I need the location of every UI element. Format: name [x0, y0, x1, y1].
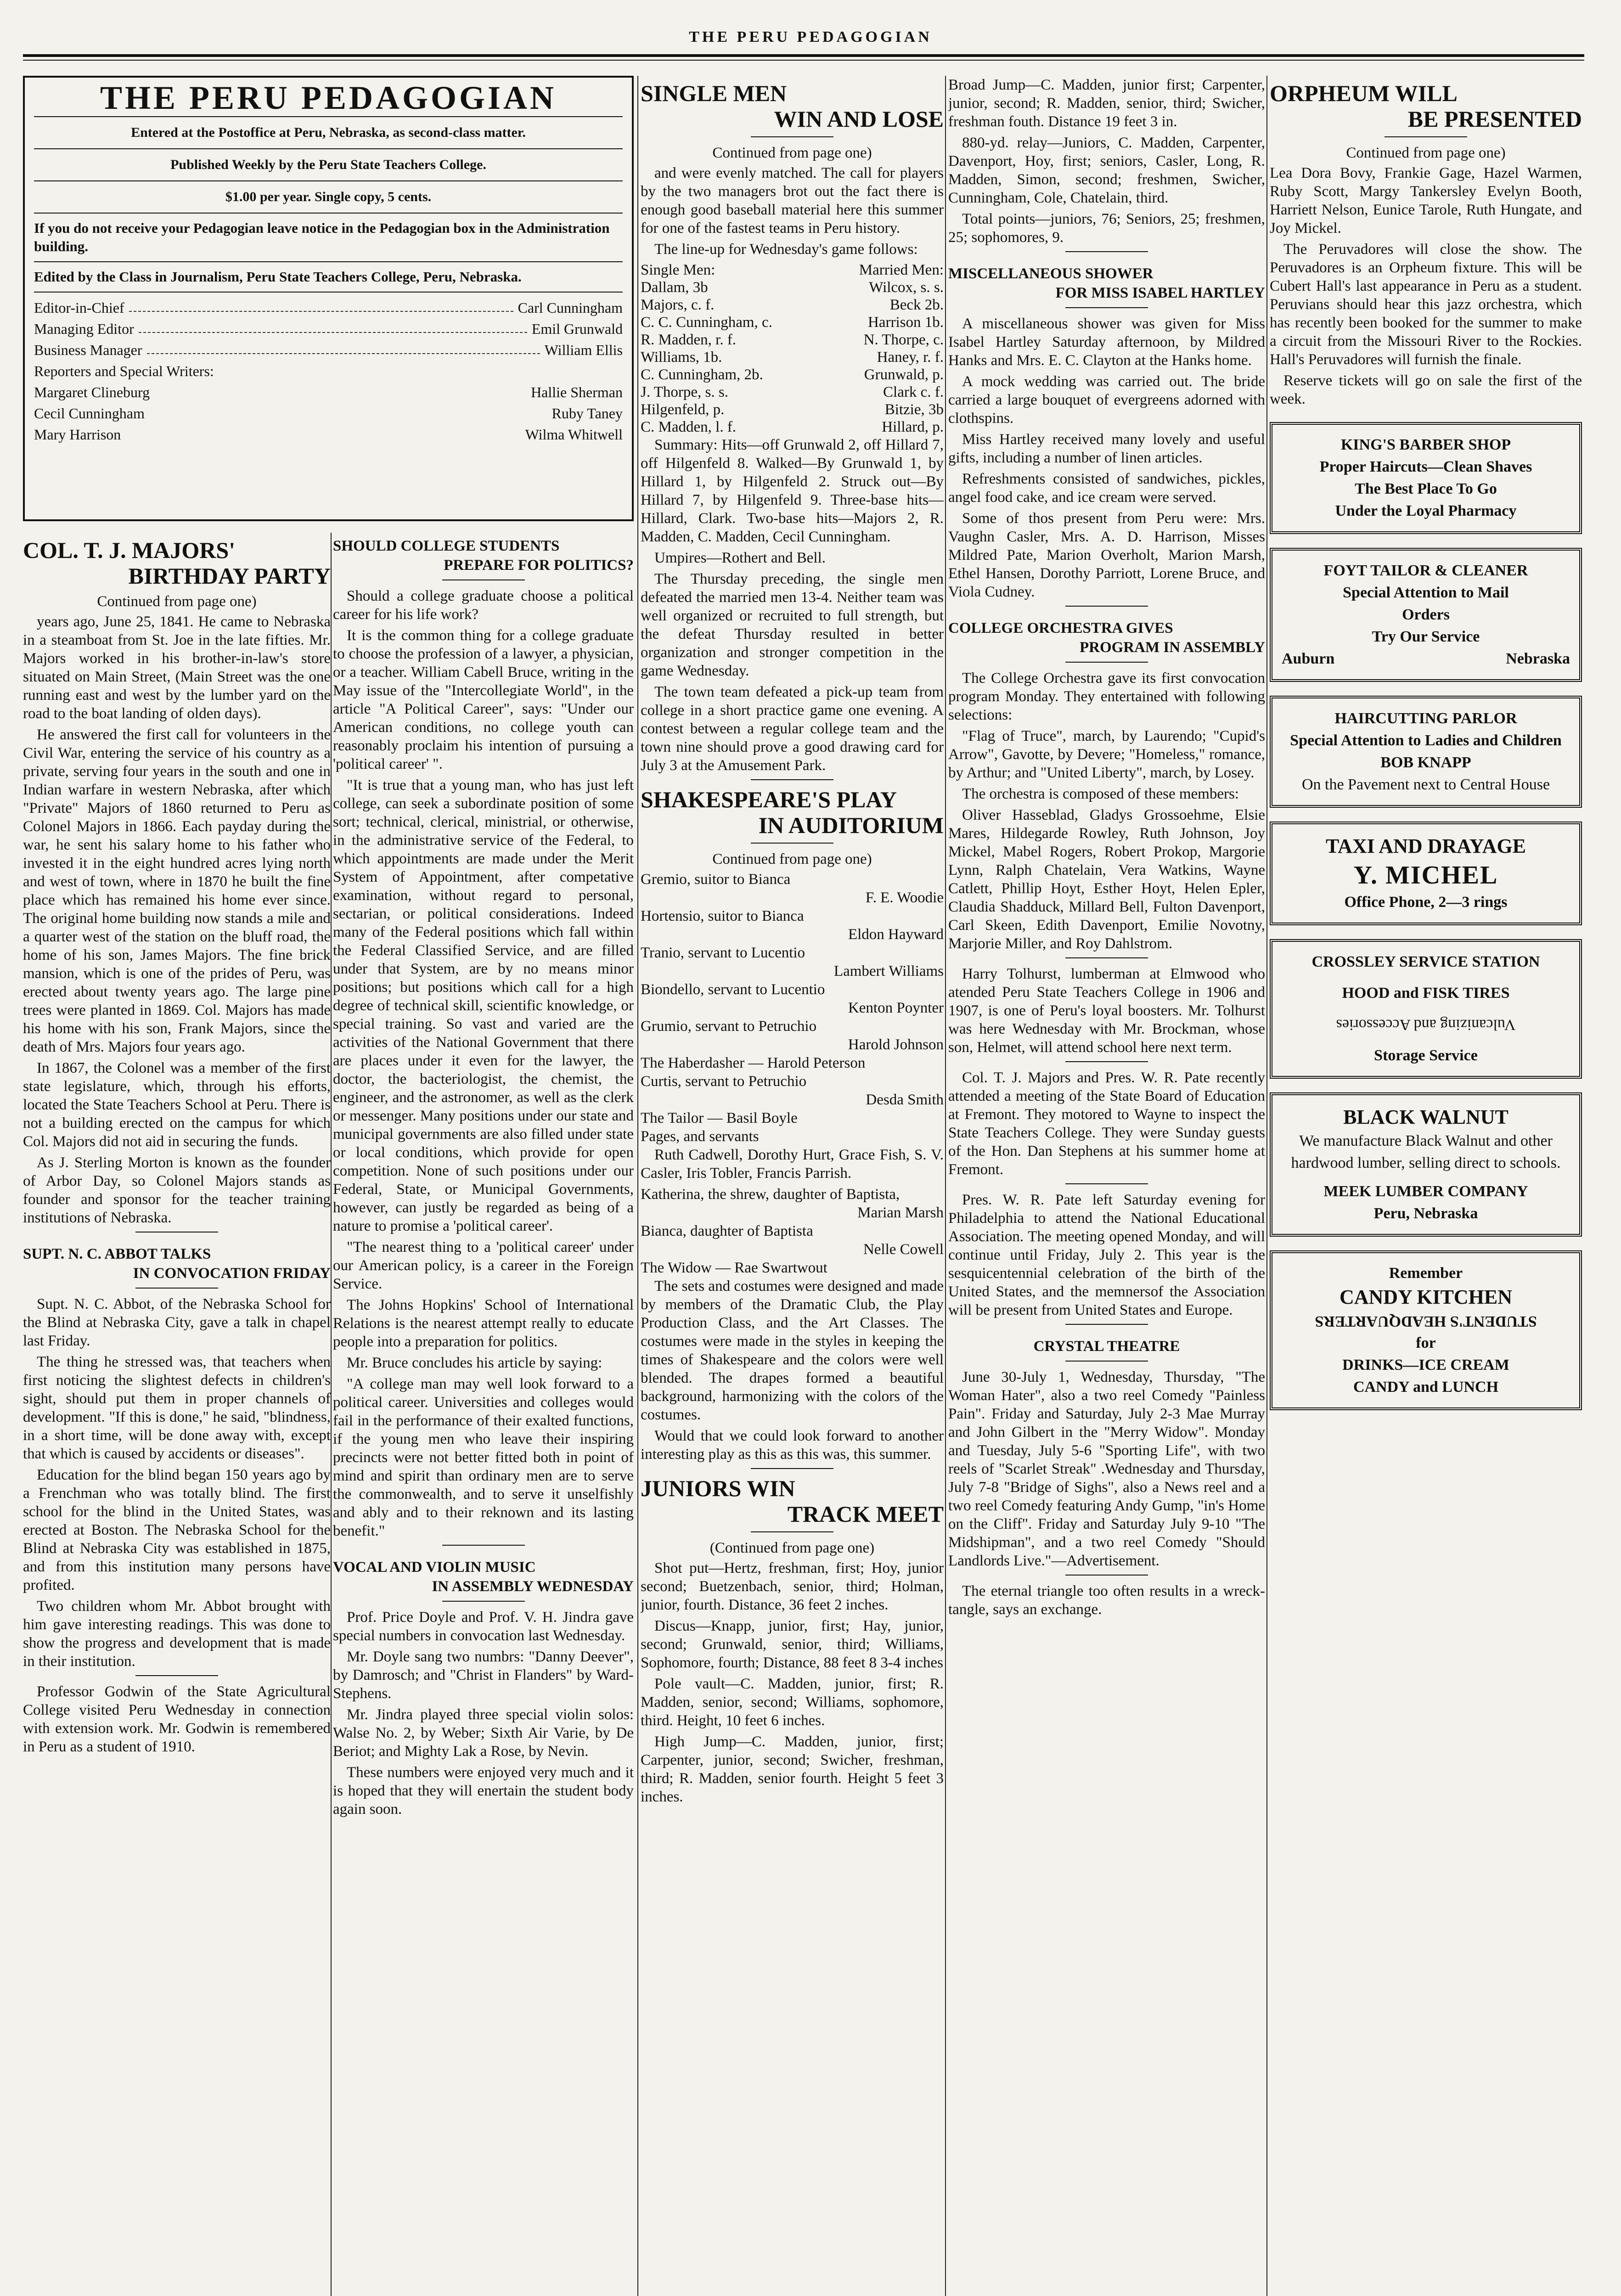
divider	[1065, 1183, 1148, 1184]
ad-taxi-drayage: TAXI AND DRAYAGE Y. MICHEL Office Phone, 2—3 rings	[1270, 822, 1582, 925]
vocal-paragraph: Mr. Jindra played three special violin solos: Walse No. 2, by Weber; Sixth Air Varie, by De Beriot; and Mighty Lak a Rose, by Nevin.	[333, 1706, 634, 1760]
divider	[1065, 1061, 1148, 1062]
vocal-paragraph: Prof. Price Doyle and Prof. V. H. Jindra gave special numbers in convocation last Wednesday.	[333, 1609, 634, 1644]
abbot-paragraph: Two children whom Mr. Abbot brought with him gave interesting readings. This was done to show the progress and development that is made in their institution.	[23, 1598, 331, 1670]
divider	[751, 1468, 833, 1469]
staff-role: Managing Editor	[34, 321, 134, 337]
ad-foyt-tailor: FOYT TAILOR & CLEANER Special Attention to Mail Orders Try Our Service Auburn Nebraska	[1270, 548, 1582, 682]
abbot-paragraph: Education for the blind began 150 years ago by a Frenchman who was totally blind. The first school for the blind in the United States, was erected at Boston. The Nebraska School for the Blind at Nebraska City was established in 1875, and from this institution many persons have profited.	[23, 1467, 331, 1593]
juniors-paragraph: Shot put—Hertz, freshman, first; Hoy, junior second; Buetzenbach, senior, third; Holman, junior, fourth. Distance, 36 feet 2 inches.	[641, 1560, 944, 1613]
ad-title: CANDY KITCHEN	[1339, 1286, 1513, 1308]
politics-paragraph: Mr. Bruce concludes his article by saying:	[347, 1355, 602, 1371]
pate-paragraph: Pres. W. R. Pate left Saturday evening for Philadelphia to attend the National Educational Association. The meeting opened Monday, and will continue until Friday, July 2. This year is the sesquicentennial celebration of the birth of the United States, and the memnersof the Association will be present from United States and Europe.	[948, 1192, 1265, 1318]
shower-paragraph: Refreshments consisted of sandwiches, pickles, angel food cake, and ice cream were served.	[948, 471, 1265, 506]
ad-kings-barber: KING'S BARBER SHOP Proper Haircuts—Clean Shaves The Best Place To Go Under the Loyal Pharmacy	[1270, 422, 1582, 534]
cast-entry: Bianca, daughter of Baptista Nelle Cowell	[641, 1223, 944, 1258]
staff-list	[34, 292, 623, 445]
staff-row	[34, 339, 623, 360]
cast-entry: The Haberdasher — Harold Peterson	[641, 1055, 866, 1071]
juniors-headline: JUNIORS WIN TRACK MEET	[641, 1475, 944, 1527]
lineup-table	[641, 261, 944, 436]
single-men-paragraph: Umpires—Rothert and Bell.	[654, 550, 826, 566]
majors-paragraph: As J. Sterling Morton is known as the founder of Arbor Day, so Colonel Majors stands as founder and sponsor for the teacher training institutions of Nebraska.	[23, 1154, 331, 1226]
masthead-published: Published Weekly by the Peru State Teachers College.	[34, 148, 623, 180]
single-men-paragraph: Summary: Hits—off Grunwald 2, off Hillard 7, off Hilgenfeld 8. Walked—By Grunwald 1, by Hillard 1, by Hilgenfeld 2. Struck out—By Hillard 7, by Hilgenfeld 9. Three-base hits—Hillard, Clark. Two-base hits—Majors 2, R. Madden, C. Madden, Cecil Cunningham.	[641, 437, 944, 545]
single-men-paragraph: The line-up for Wednesday's game follows:	[654, 241, 918, 258]
top-rule-thin	[23, 60, 1584, 61]
crystal-paragraph: June 30-July 1, Wednesday, Thursday, "The Woman Hater", also a two reel Comedy "Painless Pain". Friday and Saturday, July 2-3 Mae Murray and John Gilbert in the "Merry Widow". Monday and Tuesday, July 5-6 "Sporting Life", with two reels of "Scarlet Streak" .Wednesday and Thursday, July 7-8 "Bridge of Sighs", also a News reel and a two reel Comedy featuring Andy Gump, "in's Home on the Cliff". Friday and Saturday July 9-10 "The Midshipman", and a two reel Comedy "Should Landlords Live."—Advertisement.	[948, 1369, 1265, 1569]
divider	[135, 1288, 218, 1289]
abbot-paragraph: The thing he stressed was, that teachers when first noticing the slightest defects in children's sight, should put them in proper channels of development. "If this is done," he said, "blindness, in a short time, will be done away with, except that which is caused by accidents or diseases".	[23, 1354, 331, 1462]
column-3	[641, 76, 944, 2296]
column-4	[948, 76, 1265, 2296]
writers-row: Mary Harrison Wilma Whitwell	[34, 426, 623, 443]
politics-headline: SHOULD COLLEGE STUDENTS PREPARE FOR POLITICS?	[333, 538, 634, 574]
masthead-price: $1.00 per year. Single copy, 5 cents.	[34, 180, 623, 213]
tolhurst-paragraph: Harry Tolhurst, lumberman at Elmwood who atended Peru State Teachers College in 1906 and 1907, is one of Peru's loyal boosters. Mr. Tolhurst was here Wednesday with Mr. Brockman, whose son, Helmet, will attend school here next term.	[948, 966, 1265, 1056]
top-rule	[23, 54, 1584, 57]
abbot-paragraph: Supt. N. C. Abbot, of the Nebraska School for the Blind at Nebraska City, gave a talk in chapel last Friday.	[23, 1296, 331, 1349]
orchestra-paragraph: "Flag of Truce", march, by Laurendo; "Cupid's Arrow", Gavotte, by Devere; "Homeless," romance, by Arthur; and "United Liberty", march, by Losey.	[948, 728, 1265, 781]
cast-pages-names: Ruth Cadwell, Dorothy Hurt, Grace Fish, S. V. Casler, Iris Tobler, Francis Parrish.	[641, 1147, 944, 1182]
column-1	[23, 533, 331, 2296]
cast-entry: Grumio, servant to Petruchio Harold Johnson	[641, 1018, 944, 1053]
majors-paragraph: He answered the first call for volunteers in the Civil War, entering the service of his country as a private, serving four years in the south and one in Indian warfare in western Nebraska, after which "Private" Majors of 1860 returned to Peru as Colonel Majors in 1866. Each payday during the war, he sent his salary home to his father who invested it in the eight hundred acres lying north and west of town, where in 1870 he built the fine place which has remained his home ever since. The original home building now stands a mile and a quarter west of the station on the bluff road, the home of his son, James Majors. The fine brick mansion, which is one of the prides of Peru, was erected about twenty years ago. The large pine trees were planted in 1869. Col. Majors has made his home with his son, Frank Majors, since the death of Mrs. Majors four years ago.	[23, 726, 331, 1055]
orchestra-headline: COLLEGE ORCHESTRA GIVES PROGRAM IN ASSEMBLY	[948, 620, 1265, 656]
staff-row	[34, 318, 623, 339]
shakespeare-paragraph: The sets and costumes were designed and made by members of the Dramatic Club, the Play Production Class, and the Art Classes. The costumes were made in the styles in keeping the times of Shakespeare and the colors were well blended. The drapes formed a beautiful background, harmonizing with the colors of the costumes.	[641, 1278, 944, 1423]
staff-name: Carl Cunningham	[518, 299, 623, 316]
lineup-row: Majors, c. f. Beck 2b.	[641, 297, 944, 313]
divider	[751, 779, 833, 780]
lineup-row: Williams, 1b. Haney, r. f.	[641, 349, 944, 366]
divider	[1065, 1361, 1148, 1362]
ad-title: BLACK WALNUT	[1343, 1106, 1508, 1128]
vocal-paragraph: These numbers were enjoyed very much and it is hoped that they will enertain the student body again soon.	[333, 1764, 634, 1818]
exchange-paragraph: The eternal triangle too often results in a wreck-tangle, says an exchange.	[948, 1583, 1265, 1618]
lineup-row: Dallam, 3b Wilcox, s. s.	[641, 279, 944, 296]
cast-entry: Gremio, suitor to Bianca F. E. Woodie	[641, 871, 944, 906]
majors-headline: COL. T. J. MAJORS' BIRTHDAY PARTY	[23, 537, 331, 589]
lineup-row: J. Thorpe, s. s. Clark c. f.	[641, 384, 944, 400]
abbot-headline: SUPT. N. C. ABBOT TALKS IN CONVOCATION FRIDAY	[23, 1246, 331, 1282]
juniors-paragraph: Broad Jump—C. Madden, junior first; Carpenter, junior, second; R. Madden, senior, third; Swicher, freshman fouth. Distance 19 feet 3 in.	[948, 77, 1265, 130]
masthead-box	[23, 76, 634, 521]
majors-paragraph: In 1867, the Colonel was a member of the first state legislature, which, through his efforts, located the State Teachers School at Peru. There is not a building erected on the campus for which Col. Majors did not aid in securing the funds.	[23, 1060, 331, 1150]
cast-pages: Pages, and servants	[641, 1128, 759, 1145]
column-rule	[331, 533, 332, 2296]
single-men-paragraph: and were evenly matched. The call for players by the two managers brot out the fact there is enough good baseball material here this summer for one of the fastest teams in Peru history.	[641, 165, 944, 236]
continued-note: Continued from page one)	[97, 593, 257, 610]
ad-title: TAXI AND DRAYAGE	[1325, 835, 1526, 857]
orpheum-paragraph: Lea Dora Bovy, Frankie Gage, Hazel Warmen, Ruby Scott, Margy Tankersley Evelyn Booth, Harriett Nelson, Eunice Tarole, Ruth Hungate, and Joy Mickel.	[1270, 165, 1582, 236]
staff-name: William Ellis	[544, 342, 623, 358]
writers-row: Margaret Clineburg Hallie Sherman	[34, 384, 623, 400]
politics-paragraph: "It is true that a young man, who has just left college, can seek a subordinate position of some sort; technical, clerical, ministrial, or otherwise, in the administrative service of the Federal, to which appointments are made under the Merit System of Appointment, after competative examination, without regard to personal, sectarian, or political considerations. Indeed many of the Federal positions which fall within the Federal Classified Service, and are filled under that System, are by no means minor positions; but positions which call for a high degree of technical skill, scientific knowledge, or special training. So vast and varied are the activities of the National Government that there are places under it even for the lawyer, the doctor, the bacteriologist, the chemist, the engineer, and the astronomer, as well as the clerk or messenger. Many positions under our state and municipal governments are also filled under state or local conditions, which provide for open competition. None of such positions under our Federal, State, or Municipal Governments, however, can justly be regarded as being of a nature to promise a 'political career'.	[333, 777, 634, 1234]
ad-black-walnut: BLACK WALNUT We manufacture Black Walnut and other hardwood lumber, selling direct to schools. MEEK LUMBER COMPANY Peru, Nebraska	[1270, 1092, 1582, 1237]
juniors-paragraph: 880-yd. relay—Juniors, C. Madden, Carpenter, Davenport, Hoy, first; seniors, Casler, Long, R. Madden, Simon, second; freshmen, Swicher, Cunningham, Cole, Chatelain, third.	[948, 135, 1265, 206]
cast-entry: The Tailor — Basil Boyle	[641, 1110, 798, 1126]
divider	[1065, 606, 1148, 607]
divider	[1065, 662, 1148, 663]
staff-role: Business Manager	[34, 342, 142, 358]
shakespeare-paragraph: Would that we could look forward to another interesting play as this as this was, this summer.	[641, 1428, 944, 1463]
divider	[1065, 1575, 1148, 1576]
divider	[1065, 957, 1148, 958]
cast-entry: The Widow — Rae Swartwout	[641, 1260, 827, 1276]
juniors-paragraph: Total points—juniors, 76; Seniors, 25; freshmen, 25; sophomores, 9.	[948, 211, 1265, 246]
masthead-edited: Edited by the Class in Journalism, Peru State Teachers College, Peru, Nebraska.	[34, 261, 623, 292]
politics-paragraph: Should a college graduate choose a political career for his life work?	[333, 588, 634, 623]
lineup-row: C. Cunningham, 2b. Grunwald, p.	[641, 366, 944, 383]
cast-entry: Hortensio, suitor to Bianca Eldon Hayward	[641, 908, 944, 943]
single-men-paragraph: The town team defeated a pick-up team from college in a short practice game one evening. A contest between a regular college team and the town nine should prove a good drawing card for July 3 at the Amusement Park.	[641, 684, 944, 774]
column-rule	[945, 76, 946, 2296]
single-men-headline: SINGLE MEN WIN AND LOSE	[641, 80, 944, 132]
divider	[442, 1545, 525, 1546]
orchestra-paragraph: Oliver Hasseblad, Gladys Grossoehme, Elsie Mares, Hildegarde Rowley, Ruth Johnson, Joy Mickel, Mabel Rogers, Robert Prokop, Margorie Lynn, Ralph Chatelain, Vera Watkins, Wayne Catlett, Phillip Hoyt, Esther Hoyt, Helen Epler, Claudia Shadduck, Millard Bell, Fulton Davenport, Carl Skeen, Edith Davenport, Emilie Novotny, Marjorie Miller, and Roy Dahlstrom.	[948, 807, 1265, 952]
continued-note: (Continued from page one)	[709, 1540, 875, 1556]
ad-crossley-station: CROSSLEY SERVICE STATION HOOD and FISK TIRES Vulcanizing and Accessories Storage Service	[1270, 939, 1582, 1079]
divider	[1065, 1324, 1148, 1325]
shower-headline: MISCELLANEOUS SHOWER FOR MISS ISABEL HARTLEY	[948, 265, 1265, 301]
orpheum-paragraph: The Peruvadores will close the show. The Peruvadores is an Orpheum fixture. This will be Cubert Hall's last appearance in Peru as a student. Peruvians should hear this jazz orchestra, which has recently been booked for the summer to make a circuit from the Missouri River to the Rockies. Hall's Peruvadores will furnish the finale.	[1270, 241, 1582, 368]
shakespeare-headline: SHAKESPEARE'S PLAY IN AUDITORIUM	[641, 787, 944, 838]
cast-entry: Katherina, the shrew, daughter of Baptista, Marian Marsh	[641, 1186, 944, 1221]
orpheum-paragraph: Reserve tickets will go on sale the first of the week.	[1270, 372, 1582, 407]
juniors-paragraph: High Jump—C. Madden, junior, first; Carpenter, junior, second; Swicher, freshman, third; R. Madden, senior fourth. Height 5 feet 3 inches.	[641, 1733, 944, 1805]
shower-paragraph: A mock wedding was carried out. The bride carried a large bouquet of evergreens adorned with clothspins.	[948, 373, 1265, 427]
divider	[442, 1601, 525, 1602]
politics-paragraph: "A college man may well look forward to a political career. Universities and colleges would fail in the performance of their exalted functions, if the young men who leave their inspiring precincts were not better fitted both in point of mind and spirit than ordinary men are to serve the commonwealth, and to serve it unselfishly and ably and to their reknown and its lasting benefit."	[333, 1376, 634, 1539]
lineup-row: C. C. Cunningham, c. Harrison 1b.	[641, 314, 944, 331]
ad-haircutting-parlor: HAIRCUTTING PARLOR Special Attention to Ladies and Children BOB KNAPP On the Pavement next to Central House	[1270, 696, 1582, 808]
cast-entry: Biondello, servant to Lucentio Kenton Poynter	[641, 981, 944, 1016]
continued-note: Continued from page one)	[712, 851, 872, 867]
shower-paragraph: A miscellaneous shower was given for Miss Isabel Hartley Saturday afternoon, by Mildred Hanks and Mrs. E. C. Clayton at the Hanks home.	[948, 315, 1265, 369]
staff-name: Emil Grunwald	[531, 321, 623, 337]
masthead-entered: Entered at the Postoffice at Peru, Nebraska, as second-class matter.	[34, 116, 623, 148]
divider	[1385, 136, 1467, 137]
lineup-row: Single Men: Married Men:	[641, 262, 944, 278]
continued-note: Continued from page one)	[1346, 145, 1506, 161]
column-rule	[1266, 76, 1267, 2296]
lineup-row: Hilgenfeld, p. Bitzie, 3b	[641, 401, 944, 418]
politics-paragraph: It is the common thing for a college graduate to choose the profession of a lawyer, a physician, or a teacher. William Cabell Bruce, writing in the May issue of the "Intercollegiate World", in the article "A Political Career", says: "Under our American conditions, no college youth can reasonably proclaim his intention of pursuing a 'political career' ".	[333, 627, 634, 772]
cast-entry: Tranio, servant to Lucentio Lambert Williams	[641, 945, 944, 979]
divider	[1065, 251, 1148, 252]
vocal-headline: VOCAL AND VIOLIN MUSIC IN ASSEMBLY WEDNESDAY	[333, 1559, 634, 1595]
running-header: THE PERU PEDAGOGIAN	[689, 28, 932, 45]
cast-entry: Curtis, servant to Petruchio Desda Smith	[641, 1073, 944, 1108]
divider	[1065, 307, 1148, 308]
juniors-paragraph: Pole vault—C. Madden, junior, first; R. Madden, senior, second; Williams, sophomore, third. Height, 10 feet 6 inches.	[641, 1676, 944, 1729]
politics-paragraph: "The nearest thing to a 'political career' under our American policy, is a career in the Foreign Service.	[333, 1239, 634, 1292]
masthead-title: THE PERU PEDAGOGIAN	[100, 79, 557, 116]
divider	[751, 843, 833, 844]
staff-row	[34, 297, 623, 318]
shower-paragraph: Miss Hartley received many lovely and useful gifts, including a number of linen articles.	[948, 431, 1265, 466]
ad-title: FOYT TAILOR & CLEANER	[1323, 562, 1528, 579]
orchestra-paragraph: The orchestra is composed of these members:	[962, 786, 1239, 802]
crystal-headline: CRYSTAL THEATRE	[1033, 1338, 1180, 1355]
masthead-notice: If you do not receive your Pedagogian leave notice in the Pedagogian box in the Administration building.	[34, 213, 623, 261]
divider	[135, 1675, 218, 1676]
column-2	[333, 533, 634, 2296]
single-men-paragraph: The Thursday preceding, the single men defeated the married men 13-4. Neither team was well organized or recruited to full strength, but the defeat Thursday resulted in better organization and stronger competition in the game Wednesday.	[641, 571, 944, 679]
ad-title: HAIRCUTTING PARLOR	[1334, 710, 1517, 727]
continued-note: Continued from page one)	[712, 145, 872, 161]
shower-paragraph: Some of thos present from Peru were: Mrs. Vaughn Casler, Mrs. A. D. Harrison, Misses Mildred Pate, Marion Overholt, Marion Marsh, Ethel Hansen, Dorothy Parriott, Lorene Bruce, and Viola Cudney.	[948, 510, 1265, 600]
godwin-paragraph: Professor Godwin of the State Agricultural College visited Peru Wednesday in connection with extension work. Mr. Godwin is remembered in Peru as a student of 1910.	[23, 1683, 331, 1755]
divider	[751, 136, 833, 137]
ad-title: KING'S BARBER SHOP	[1340, 436, 1511, 453]
lineup-row: C. Madden, l. f. Hillard, p.	[641, 419, 944, 435]
column-rule	[637, 76, 638, 2296]
writers-label: Reporters and Special Writers:	[34, 363, 214, 379]
ad-title: CROSSLEY SERVICE STATION	[1311, 953, 1540, 970]
ad-candy-kitchen: Remember CANDY KITCHEN STUDENT'S HEADQUARTERS for DRINKS—ICE CREAM CANDY and LUNCH	[1270, 1250, 1582, 1410]
staff-role: Editor-in-Chief	[34, 299, 124, 316]
juniors-paragraph: Discus—Knapp, junior, first; Hay, junior, second; Grunwald, senior, third; Williams, Sophomore, fourth; Distance, 88 feet 8 3-4 inches	[641, 1618, 944, 1671]
vocal-paragraph: Mr. Doyle sang two numbrs: "Danny Deever", by Damrosch; and "Christ in Flanders" by Ward-Stephens.	[333, 1649, 634, 1702]
pate-paragraph: Col. T. J. Majors and Pres. W. R. Pate recently attended a meeting of the State Board of Education at Fremont. They motored to Wayne to inspect the State Teachers College. They were Sunday guests of the Hon. Dan Stephens at his summer home at Fremont.	[948, 1069, 1265, 1178]
orpheum-headline: ORPHEUM WILL BE PRESENTED	[1270, 80, 1582, 132]
writers-row: Cecil Cunningham Ruby Taney	[34, 405, 623, 422]
lineup-row: R. Madden, r. f. N. Thorpe, c.	[641, 332, 944, 348]
majors-paragraph: years ago, June 25, 1841. He came to Nebraska in a steamboat from St. Joe in the late fifties. Mr. Majors worked in his brother-in-law's store situated on Main Street, (Main Street was the one running east and west by the lumber yard on the road to the boat landing of olden days).	[23, 613, 331, 722]
column-5	[1270, 76, 1582, 2296]
orchestra-paragraph: The College Orchestra gave its first convocation program Monday. They entertained with following selections:	[948, 670, 1265, 723]
politics-paragraph: The Johns Hopkins' School of International Relations is the nearest attempt really to educate people into a preparation for politics.	[333, 1297, 634, 1350]
divider	[751, 1531, 833, 1532]
